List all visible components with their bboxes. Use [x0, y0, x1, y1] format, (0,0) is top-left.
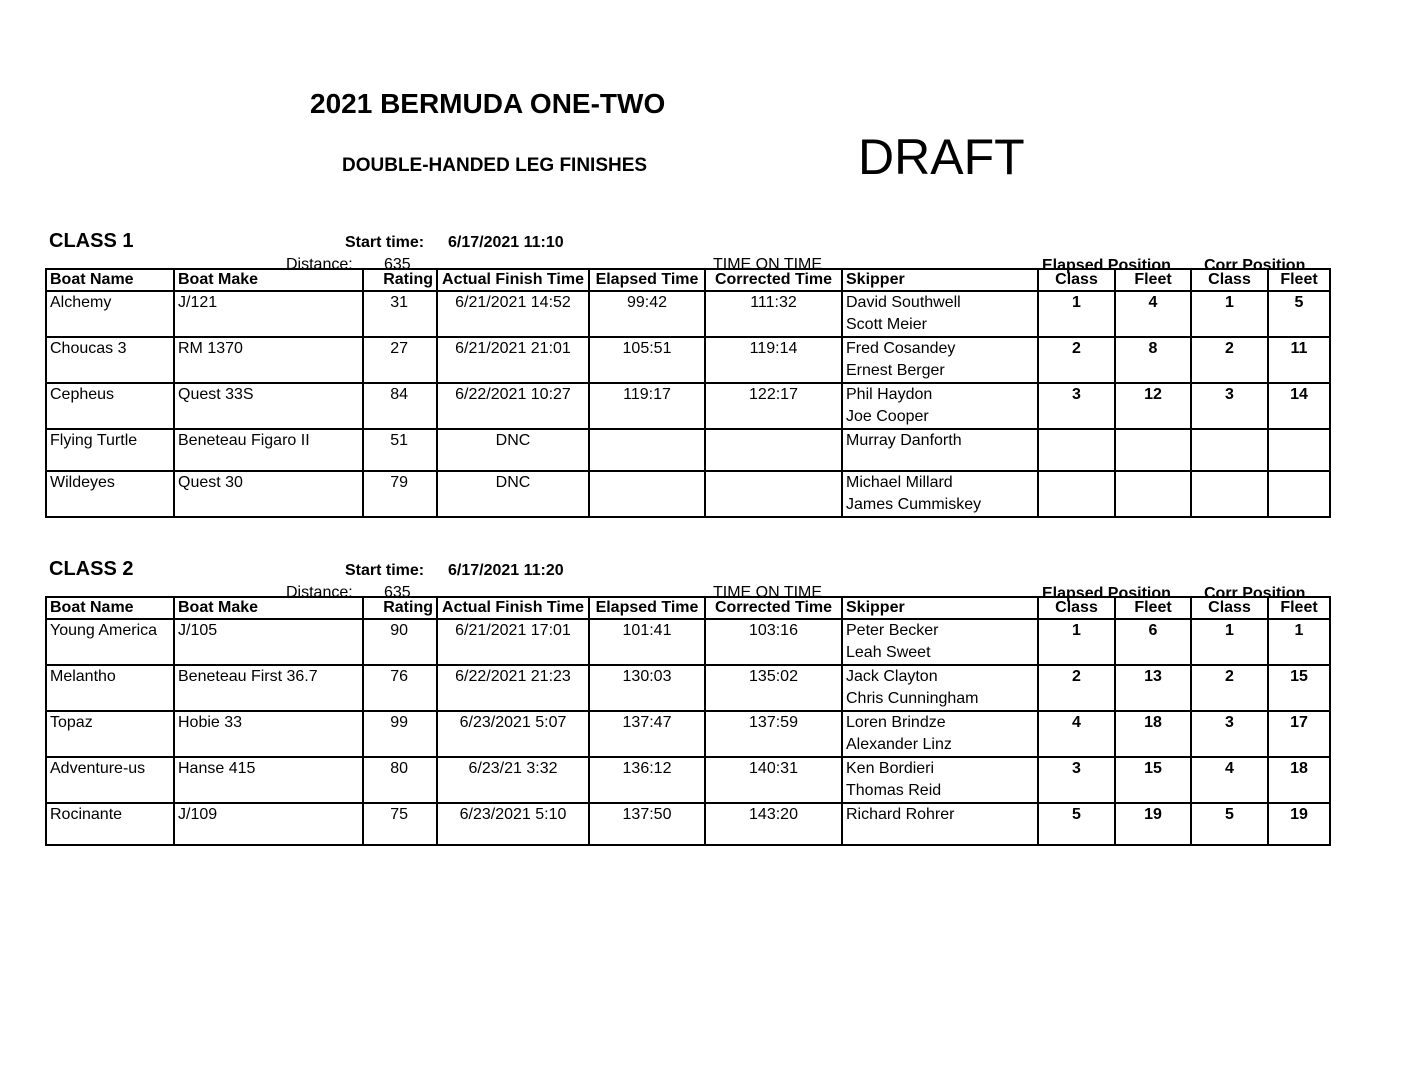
elapsed-class-position: 2 — [1038, 337, 1115, 383]
elapsed-fleet-position: 12 — [1115, 383, 1191, 429]
boat-name: Flying Turtle — [46, 429, 174, 471]
elapsed-time: 101:41 — [589, 619, 705, 665]
skipper-primary: Peter Becker — [846, 622, 939, 639]
corrected-time: 122:17 — [705, 383, 842, 429]
col-boat-name: Boat Name — [46, 269, 174, 291]
elapsed-class-position: 1 — [1038, 291, 1115, 337]
col-corrected: Corrected Time — [705, 269, 842, 291]
table-row — [46, 291, 1330, 337]
boat-make: Quest 30 — [174, 471, 363, 517]
boat-make: Quest 33S — [174, 383, 363, 429]
boat-name: Adventure-us — [46, 757, 174, 803]
elapsed-fleet-position: 8 — [1115, 337, 1191, 383]
elapsed-time: 119:17 — [589, 383, 705, 429]
elapsed-class-position: 3 — [1038, 757, 1115, 803]
corr-position-label: Corr Position — [1204, 257, 1306, 274]
elapsed-fleet-position: 18 — [1115, 711, 1191, 757]
col-skipper: Skipper — [842, 597, 1038, 619]
actual-finish-time: 6/22/2021 21:23 — [437, 665, 589, 711]
elapsed-position-label: Elapsed Position — [1042, 585, 1171, 602]
corrected-time: 119:14 — [705, 337, 842, 383]
corr-class-position — [1191, 429, 1268, 471]
table-row — [46, 337, 1330, 383]
skipper-primary: Ken Bordieri — [846, 760, 935, 777]
boat-name: Topaz — [46, 711, 174, 757]
corrected-time: 143:20 — [705, 803, 842, 845]
rating: 31 — [363, 291, 437, 337]
corrected-time: 135:02 — [705, 665, 842, 711]
elapsed-class-position: 2 — [1038, 665, 1115, 711]
corr-position-label: Corr Position — [1204, 585, 1306, 602]
corrected-time — [705, 429, 842, 471]
corr-class-position: 1 — [1191, 619, 1268, 665]
boat-make: Hobie 33 — [174, 711, 363, 757]
elapsed-time: 137:47 — [589, 711, 705, 757]
actual-finish-time: 6/21/2021 21:01 — [437, 337, 589, 383]
skipper — [842, 471, 1038, 517]
rating: 99 — [363, 711, 437, 757]
skipper-secondary: Ernest Berger — [846, 362, 945, 379]
boat-name: Alchemy — [46, 291, 174, 337]
elapsed-class-position — [1038, 471, 1115, 517]
skipper — [842, 337, 1038, 383]
skipper-primary: Phil Haydon — [846, 386, 933, 403]
draft-stamp: DRAFT — [858, 129, 1025, 185]
start-time-value: 6/17/2021 11:10 — [448, 234, 564, 251]
skipper-primary: Michael Millard — [846, 474, 953, 491]
table-row — [46, 711, 1330, 757]
corr-fleet-position: 17 — [1268, 711, 1330, 757]
actual-finish-time: 6/23/2021 5:07 — [437, 711, 589, 757]
skipper-secondary: James Cummiskey — [846, 496, 982, 513]
table-row — [46, 757, 1330, 803]
col-rating: Rating — [363, 597, 437, 619]
elapsed-class-position: 1 — [1038, 619, 1115, 665]
corr-class-position: 2 — [1191, 665, 1268, 711]
elapsed-class-position — [1038, 429, 1115, 471]
skipper — [842, 383, 1038, 429]
col-elapsed-class: Class — [1038, 269, 1115, 291]
rating: 27 — [363, 337, 437, 383]
table-row — [46, 665, 1330, 711]
distance-label: Distance: — [286, 584, 353, 601]
col-elapsed-fleet: Fleet — [1115, 597, 1191, 619]
elapsed-fleet-position: 13 — [1115, 665, 1191, 711]
corrected-time: 140:31 — [705, 757, 842, 803]
col-skipper: Skipper — [842, 269, 1038, 291]
distance-value: 635 — [384, 584, 411, 601]
skipper — [842, 429, 1038, 471]
corrected-time: 111:32 — [705, 291, 842, 337]
corr-class-position: 5 — [1191, 803, 1268, 845]
rating: 84 — [363, 383, 437, 429]
rating: 90 — [363, 619, 437, 665]
table-header-row — [46, 269, 1330, 291]
class-title: CLASS 1 — [49, 230, 134, 252]
elapsed-time — [589, 471, 705, 517]
start-time-label: Start time: — [345, 234, 425, 251]
boat-name: Choucas 3 — [46, 337, 174, 383]
corr-fleet-position: 18 — [1268, 757, 1330, 803]
skipper-primary: Fred Cosandey — [846, 340, 956, 357]
table-row — [46, 429, 1330, 471]
skipper-primary: Loren Brindze — [846, 714, 946, 731]
skipper-primary: Jack Clayton — [846, 668, 938, 685]
corr-class-position: 1 — [1191, 291, 1268, 337]
skipper — [842, 757, 1038, 803]
boat-name: Cepheus — [46, 383, 174, 429]
skipper-secondary: Chris Cunningham — [846, 690, 979, 707]
rating: 76 — [363, 665, 437, 711]
skipper-secondary: Thomas Reid — [846, 782, 942, 799]
page-subtitle: DOUBLE-HANDED LEG FINISHES — [342, 155, 648, 176]
table-row — [46, 619, 1330, 665]
skipper-primary: Richard Rohrer — [846, 806, 955, 823]
boat-make: Hanse 415 — [174, 757, 363, 803]
corr-class-position: 3 — [1191, 383, 1268, 429]
actual-finish-time: DNC — [437, 471, 589, 517]
col-elapsed-class: Class — [1038, 597, 1115, 619]
table-row — [46, 471, 1330, 517]
rating: 75 — [363, 803, 437, 845]
col-corr-fleet: Fleet — [1268, 597, 1330, 619]
start-time-value: 6/17/2021 11:20 — [448, 562, 564, 579]
col-boat-make: Boat Make — [174, 269, 363, 291]
boat-name: Melantho — [46, 665, 174, 711]
distance-label: Distance: — [286, 256, 353, 273]
skipper-primary: David Southwell — [846, 294, 961, 311]
results-table — [45, 596, 1331, 846]
elapsed-fleet-position: 4 — [1115, 291, 1191, 337]
class-section — [0, 230, 1408, 530]
col-actual-finish: Actual Finish Time — [437, 269, 589, 291]
rating: 51 — [363, 429, 437, 471]
boat-name: Young America — [46, 619, 174, 665]
elapsed-time: 136:12 — [589, 757, 705, 803]
boat-make: J/109 — [174, 803, 363, 845]
elapsed-fleet-position — [1115, 471, 1191, 517]
col-corr-class: Class — [1191, 269, 1268, 291]
corrected-time — [705, 471, 842, 517]
time-on-time-label: TIME ON TIME — [713, 584, 823, 601]
col-corrected: Corrected Time — [705, 597, 842, 619]
actual-finish-time: 6/21/2021 17:01 — [437, 619, 589, 665]
boat-name: Wildeyes — [46, 471, 174, 517]
skipper-secondary: Leah Sweet — [846, 644, 931, 661]
actual-finish-time: DNC — [437, 429, 589, 471]
corr-fleet-position: 5 — [1268, 291, 1330, 337]
col-boat-name: Boat Name — [46, 597, 174, 619]
elapsed-class-position: 3 — [1038, 383, 1115, 429]
rating: 79 — [363, 471, 437, 517]
time-on-time-label: TIME ON TIME — [713, 256, 823, 273]
elapsed-time: 99:42 — [589, 291, 705, 337]
corr-fleet-position: 11 — [1268, 337, 1330, 383]
actual-finish-time: 6/23/2021 5:10 — [437, 803, 589, 845]
corr-fleet-position — [1268, 471, 1330, 517]
elapsed-time: 137:50 — [589, 803, 705, 845]
elapsed-time — [589, 429, 705, 471]
results-table — [45, 268, 1331, 518]
col-elapsed: Elapsed Time — [589, 597, 705, 619]
skipper — [842, 711, 1038, 757]
col-elapsed: Elapsed Time — [589, 269, 705, 291]
corr-fleet-position: 19 — [1268, 803, 1330, 845]
skipper-secondary: Alexander Linz — [846, 736, 952, 753]
boat-name: Rocinante — [46, 803, 174, 845]
elapsed-fleet-position: 15 — [1115, 757, 1191, 803]
actual-finish-time: 6/23/21 3:32 — [437, 757, 589, 803]
elapsed-fleet-position — [1115, 429, 1191, 471]
table-row — [46, 383, 1330, 429]
col-corr-fleet: Fleet — [1268, 269, 1330, 291]
class-title: CLASS 2 — [49, 558, 134, 580]
class-section — [0, 558, 1408, 858]
skipper — [842, 619, 1038, 665]
boat-make: J/105 — [174, 619, 363, 665]
rating: 80 — [363, 757, 437, 803]
table-header-row — [46, 597, 1330, 619]
elapsed-time: 105:51 — [589, 337, 705, 383]
col-elapsed-fleet: Fleet — [1115, 269, 1191, 291]
corr-fleet-position: 1 — [1268, 619, 1330, 665]
skipper-primary: Murray Danforth — [846, 432, 962, 449]
skipper — [842, 291, 1038, 337]
boat-make: Beneteau Figaro II — [174, 429, 363, 471]
col-corr-class: Class — [1191, 597, 1268, 619]
elapsed-fleet-position: 19 — [1115, 803, 1191, 845]
skipper — [842, 665, 1038, 711]
corr-class-position — [1191, 471, 1268, 517]
table-row — [46, 803, 1330, 845]
corr-fleet-position: 15 — [1268, 665, 1330, 711]
start-time-label: Start time: — [345, 562, 425, 579]
corr-fleet-position — [1268, 429, 1330, 471]
col-boat-make: Boat Make — [174, 597, 363, 619]
boat-make: J/121 — [174, 291, 363, 337]
skipper — [842, 803, 1038, 845]
corrected-time: 137:59 — [705, 711, 842, 757]
boat-make: Beneteau First 36.7 — [174, 665, 363, 711]
elapsed-position-label: Elapsed Position — [1042, 257, 1171, 274]
page-title: 2021 BERMUDA ONE-TWO — [310, 88, 666, 119]
elapsed-fleet-position: 6 — [1115, 619, 1191, 665]
corr-fleet-position: 14 — [1268, 383, 1330, 429]
corrected-time: 103:16 — [705, 619, 842, 665]
corr-class-position: 4 — [1191, 757, 1268, 803]
actual-finish-time: 6/22/2021 10:27 — [437, 383, 589, 429]
elapsed-class-position: 4 — [1038, 711, 1115, 757]
elapsed-class-position: 5 — [1038, 803, 1115, 845]
skipper-secondary: Scott Meier — [846, 316, 927, 333]
boat-make: RM 1370 — [174, 337, 363, 383]
elapsed-time: 130:03 — [589, 665, 705, 711]
actual-finish-time: 6/21/2021 14:52 — [437, 291, 589, 337]
corr-class-position: 3 — [1191, 711, 1268, 757]
col-rating: Rating — [363, 269, 437, 291]
skipper-secondary: Joe Cooper — [846, 408, 929, 425]
distance-value: 635 — [384, 256, 411, 273]
corr-class-position: 2 — [1191, 337, 1268, 383]
col-actual-finish: Actual Finish Time — [437, 597, 589, 619]
